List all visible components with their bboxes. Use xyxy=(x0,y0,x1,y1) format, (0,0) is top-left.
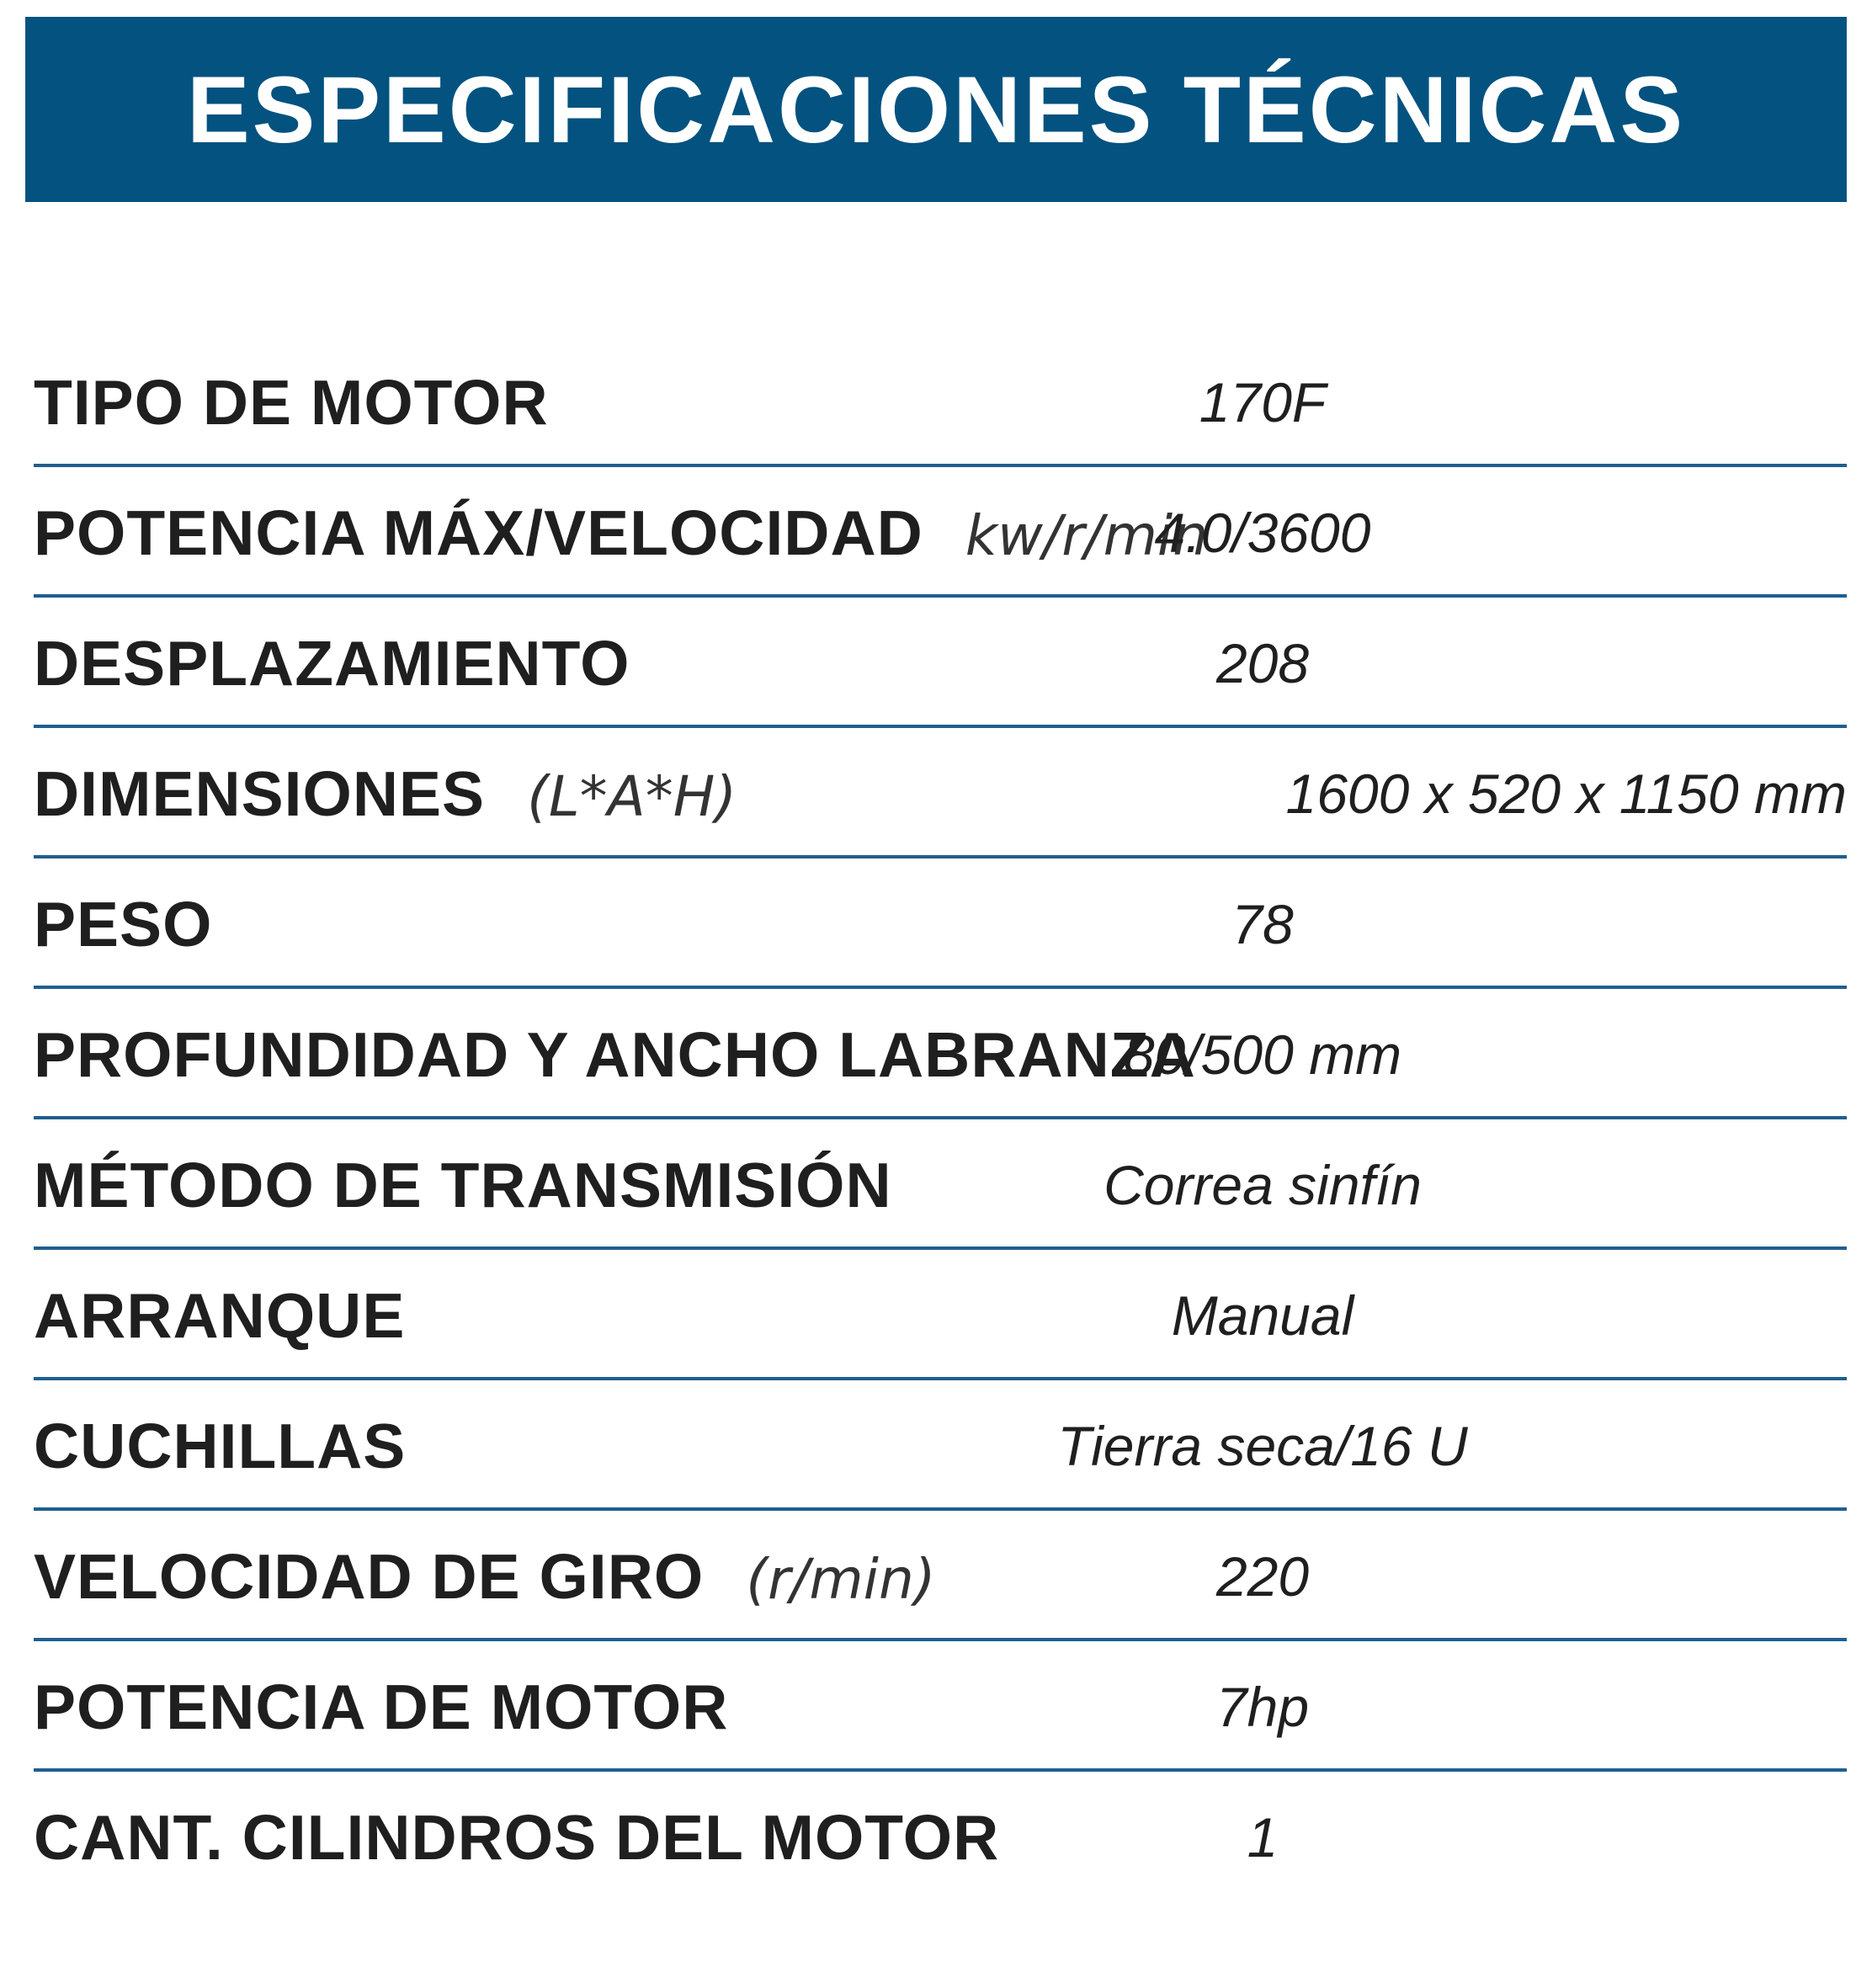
spec-row-dimensiones xyxy=(34,728,1847,858)
spec-label xyxy=(34,1279,405,1352)
title-banner xyxy=(25,17,1847,202)
spec-label-text: POTENCIA MÁX/VELOCIDAD xyxy=(34,497,923,568)
spec-label xyxy=(34,1801,999,1874)
spec-label-text: VELOCIDAD DE GIRO xyxy=(34,1540,705,1612)
spec-label-text: ARRANQUE xyxy=(34,1279,406,1351)
spec-unit: (r/min) xyxy=(746,1546,936,1612)
spec-label xyxy=(34,366,549,439)
spec-row-profundidad-ancho xyxy=(34,989,1847,1119)
page-title: ESPECIFICACIONES TÉCNICAS xyxy=(186,56,1686,162)
spec-label-text: PROFUNDIDAD Y ANCHO LABRANZA xyxy=(34,1018,1196,1090)
spec-label xyxy=(34,1149,892,1221)
spec-row-velocidad-giro xyxy=(34,1511,1847,1641)
spec-unit: kw/r/min xyxy=(965,502,1209,568)
spec-value: Correa sinfín xyxy=(1104,1153,1422,1216)
spec-row-tipo-de-motor xyxy=(34,337,1847,467)
spec-value: Manual xyxy=(1171,1284,1354,1347)
spec-value: 208 xyxy=(1215,631,1310,694)
spec-label-text: DESPLAZAMIENTO xyxy=(34,627,630,699)
spec-label xyxy=(34,627,630,699)
spec-row-metodo-transmision xyxy=(34,1119,1847,1250)
spec-label xyxy=(34,1671,728,1743)
spec-row-cilindros xyxy=(34,1772,1847,1902)
spec-label-text: MÉTODO DE TRANSMISIÓN xyxy=(34,1149,892,1220)
spec-row-peso xyxy=(34,858,1847,989)
spec-label xyxy=(34,1540,936,1613)
spec-table xyxy=(34,337,1847,1902)
spec-value: 7hp xyxy=(1215,1675,1310,1738)
spec-value: 80/500 mm xyxy=(1123,1023,1402,1086)
spec-row-desplazamiento xyxy=(34,598,1847,728)
spec-row-arranque xyxy=(34,1250,1847,1380)
spec-label-text: TIPO DE MOTOR xyxy=(34,366,549,438)
spec-value: 1 xyxy=(1247,1805,1279,1868)
spec-label-text: CANT. CILINDROS DEL MOTOR xyxy=(34,1801,1000,1873)
spec-label-text: POTENCIA DE MOTOR xyxy=(34,1671,729,1742)
spec-label-text: DIMENSIONES xyxy=(34,757,486,829)
spec-label xyxy=(34,1410,406,1482)
spec-value: 4.0/3600 xyxy=(1154,501,1371,564)
spec-value: 170F xyxy=(1199,370,1327,433)
spec-label-text: PESO xyxy=(34,888,213,959)
spec-label xyxy=(34,757,737,830)
spec-unit: (L*A*H) xyxy=(527,763,737,829)
spec-value: 78 xyxy=(1231,892,1294,955)
spec-row-potencia-max-velocidad xyxy=(34,467,1847,598)
spec-label-text: CUCHILLAS xyxy=(34,1410,407,1481)
spec-row-cuchillas xyxy=(34,1380,1847,1511)
spec-row-potencia-motor xyxy=(34,1641,1847,1772)
spec-label xyxy=(34,888,212,960)
spec-value: 220 xyxy=(1215,1544,1310,1608)
spec-value: Tierra seca/16 U xyxy=(1057,1414,1468,1477)
spec-value: 1600 x 520 x 1150 mm xyxy=(1285,762,1847,825)
